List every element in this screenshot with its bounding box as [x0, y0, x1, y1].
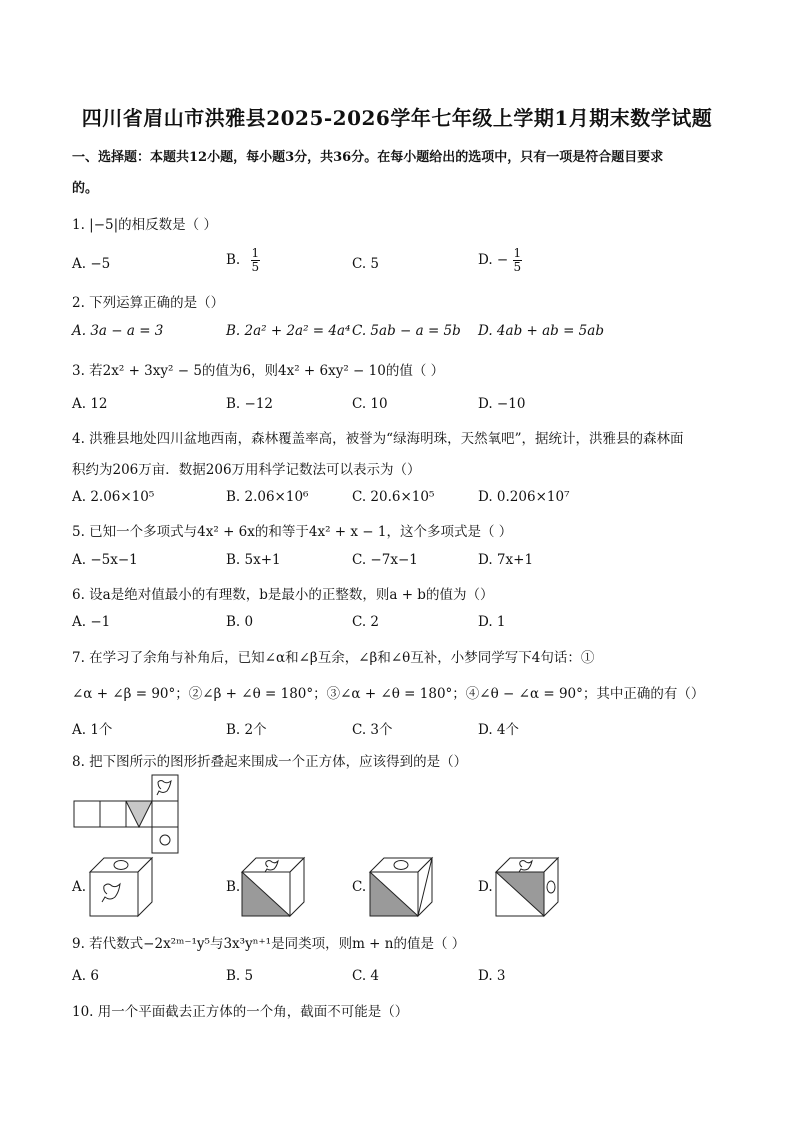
q6-option-a: A. −1	[72, 614, 111, 630]
q8-option-d: D.	[478, 879, 493, 895]
q8-option-a-cube	[88, 856, 154, 918]
q4-option-d: D. 0.206×10⁷	[478, 489, 570, 505]
question-4-line-1: 4. 洪雅县地处四川盆地西南，森林覆盖率高，被誉为“绿海明珠，天然氧吧”，据统计，洪雅县的森林面	[72, 431, 684, 447]
question-2-stem: 2. 下列运算正确的是（）	[72, 295, 225, 311]
q8-option-c: C.	[352, 879, 367, 895]
page-title: 四川省眉山市洪雅县2025-2026学年七年级上学期1月期末数学试题	[81, 106, 713, 130]
q9-option-b: B. 5	[226, 968, 254, 984]
q4-option-a: A. 2.06×10⁵	[72, 489, 155, 505]
q7-option-d: D. 4个	[478, 722, 520, 738]
q2-option-d: D. 4ab + ab = 5ab	[478, 323, 604, 339]
q7-option-b: B. 2个	[226, 722, 267, 738]
q2-option-a: A. 3a − a = 3	[72, 323, 164, 339]
question-3-stem: 3. 若2x² + 3xy² − 5的值为6，则4x² + 6xy² − 10的值（ ）	[72, 363, 445, 379]
q7-option-c: C. 3个	[352, 722, 393, 738]
q6-option-d: D. 1	[478, 614, 506, 630]
q9-option-a: A. 6	[72, 968, 99, 984]
question-6-stem: 6. 设a是绝对值最小的有理数，b是最小的正整数，则a + b的值为（）	[72, 587, 494, 603]
q9-option-c: C. 4	[352, 968, 380, 984]
q3-option-d: D. −10	[478, 396, 526, 412]
q4-option-c: C. 20.6×10⁵	[352, 489, 435, 505]
q1-option-d: D. − $\frac{1}{5}$	[478, 246, 522, 274]
q3-option-c: C. 10	[352, 396, 388, 412]
q2-option-c: C. 5ab − a = 5b	[352, 323, 461, 339]
question-9-stem: 9. 若代数式−2x²ᵐ⁻¹y⁵与3x³yⁿ⁺¹是同类项，则m + n的值是（ ）	[72, 936, 466, 952]
q1-option-a: A. −5	[72, 256, 111, 272]
q8-option-b: B.	[226, 879, 241, 895]
section-heading-cont: 的。	[72, 181, 99, 196]
q5-option-d: D. 7x+1	[478, 552, 534, 568]
question-10-stem: 10. 用一个平面截去正方体的一个角，截面不可能是（）	[72, 1004, 409, 1020]
q1-option-b: B. $\frac{1}{5}$	[226, 246, 260, 274]
q9-option-d: D. 3	[478, 968, 506, 984]
q6-option-c: C. 2	[352, 614, 380, 630]
q4-option-b: B. 2.06×10⁶	[226, 489, 309, 505]
question-7-line-1: 7. 在学习了余角与补角后，已知∠α和∠β互余，∠β和∠θ互补，小梦同学写下4句话：①	[72, 650, 595, 666]
q3-option-b: B. −12	[226, 396, 273, 412]
q8-option-c-cube	[368, 856, 434, 918]
q8-option-b-cube	[240, 856, 306, 918]
question-5-stem: 5. 已知一个多项式与4x² + 6x的和等于4x² + x − 1，这个多项式是（ ）	[72, 524, 513, 540]
q5-option-a: A. −5x−1	[72, 552, 138, 568]
question-1-stem: 1. |−5|的相反数是（ ）	[72, 217, 217, 233]
section-heading: 一、选择题：本题共12小题，每小题3分，共36分。在每小题给出的选项中，只有一项是符合题目要求	[72, 150, 664, 165]
q7-option-a: A. 1个	[72, 722, 113, 738]
q3-option-a: A. 12	[72, 396, 108, 412]
q5-option-b: B. 5x+1	[226, 552, 281, 568]
question-7-line-2: ∠α + ∠β = 90°；②∠β + ∠θ = 180°；③∠α + ∠θ = 180°；④∠θ − ∠α = 90°；其中正确的有（）	[72, 686, 705, 702]
question-8-stem: 8. 把下图所示的图形折叠起来围成一个正方体，应该得到的是（）	[72, 754, 468, 770]
question-4-line-2: 积约为206万亩．数据206万用科学记数法可以表示为（）	[72, 462, 421, 478]
q6-option-b: B. 0	[226, 614, 254, 630]
q2-option-b: B. 2a² + 2a² = 4a⁴	[226, 323, 351, 339]
q1-option-c: C. 5	[352, 256, 380, 272]
q5-option-c: C. −7x−1	[352, 552, 418, 568]
q8-option-a: A.	[72, 879, 87, 895]
cube-net-figure	[72, 774, 182, 856]
q8-option-d-cube	[494, 856, 560, 918]
